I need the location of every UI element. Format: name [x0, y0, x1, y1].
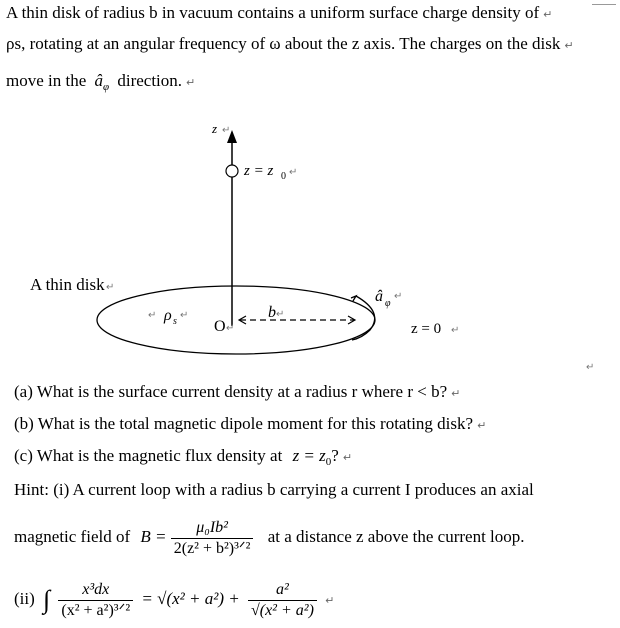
disk-label: A thin disk: [30, 275, 105, 294]
z-zero-label: z = 0: [411, 321, 442, 337]
svg-text:0: 0: [281, 171, 286, 182]
svg-text:↵: ↵: [451, 325, 460, 336]
question-a: (a) What is the surface current density at a radius r where r < b? ↵: [14, 382, 461, 401]
origin-label: O: [214, 318, 226, 335]
intro-line-1: A thin disk of radius b in vacuum contains a uniform surface charge density of ↵: [6, 3, 553, 22]
z-axis-label: z: [212, 121, 218, 136]
svg-text:s: s: [173, 316, 177, 327]
svg-text:↵: ↵: [180, 310, 189, 321]
svg-text:↵: ↵: [106, 282, 115, 293]
z0-label: z = z: [244, 163, 274, 179]
svg-text:↵: ↵: [148, 310, 157, 321]
rhs-fraction: $\frac{\text{a²}}{\text{√(x² + a²)}}$: [248, 580, 317, 621]
svg-text:↵: ↵: [394, 291, 403, 302]
hint-magnetic-field: magnetic field of B = $\frac{\text{μ₀Ib²}}{\text{2(z² + b²)³ᐟ²}}$ at a distance z above the current loop.: [14, 518, 525, 557]
rho-label: ρ: [164, 307, 172, 324]
svg-text:φ: φ: [385, 298, 391, 309]
svg-text:↵: ↵: [226, 323, 235, 334]
integral-sign: ∫: [43, 585, 51, 615]
z0-point: [226, 165, 238, 177]
svg-text:↵: ↵: [289, 167, 298, 178]
svg-text:↵: ↵: [222, 125, 231, 136]
hint-line-1: Hint: (i) A current loop with a radius b carrying a current I produces an axial: [14, 480, 534, 499]
integrand-fraction: $\frac{\text{x³dx}}{\text{(x² + a²)³ᐟ²}}$: [58, 580, 133, 621]
hint-integral: (ii) ∫ $\frac{\text{x³dx}}{\text{(x² + a²)³ᐟ²}}$ = √(x² + a²) + $\frac{\text{a²}}{\text{√(x² + a²)}}$ ↵: [14, 580, 335, 619]
field-fraction: $\frac{\text{μ₀Ib²}}{\text{2(z² + b²)³ᐟ²}}$: [171, 518, 254, 559]
question-c: (c) What is the magnetic flux density at $z = z_0$? ↵: [14, 446, 353, 468]
question-b: (b) What is the total magnetic dipole moment for this rotating disk? ↵: [14, 414, 487, 433]
svg-text:↵: ↵: [586, 362, 595, 370]
radius-label: b: [268, 304, 276, 321]
intro-line-2: ρs, rotating at an angular frequency of ω about the z axis. The charges on the disk ↵: [6, 34, 574, 53]
intro-line-3: move in the $â_\varphi$ direction. ↵: [6, 71, 196, 93]
a-phi-label: â: [375, 288, 383, 305]
svg-text:↵: ↵: [276, 309, 285, 320]
